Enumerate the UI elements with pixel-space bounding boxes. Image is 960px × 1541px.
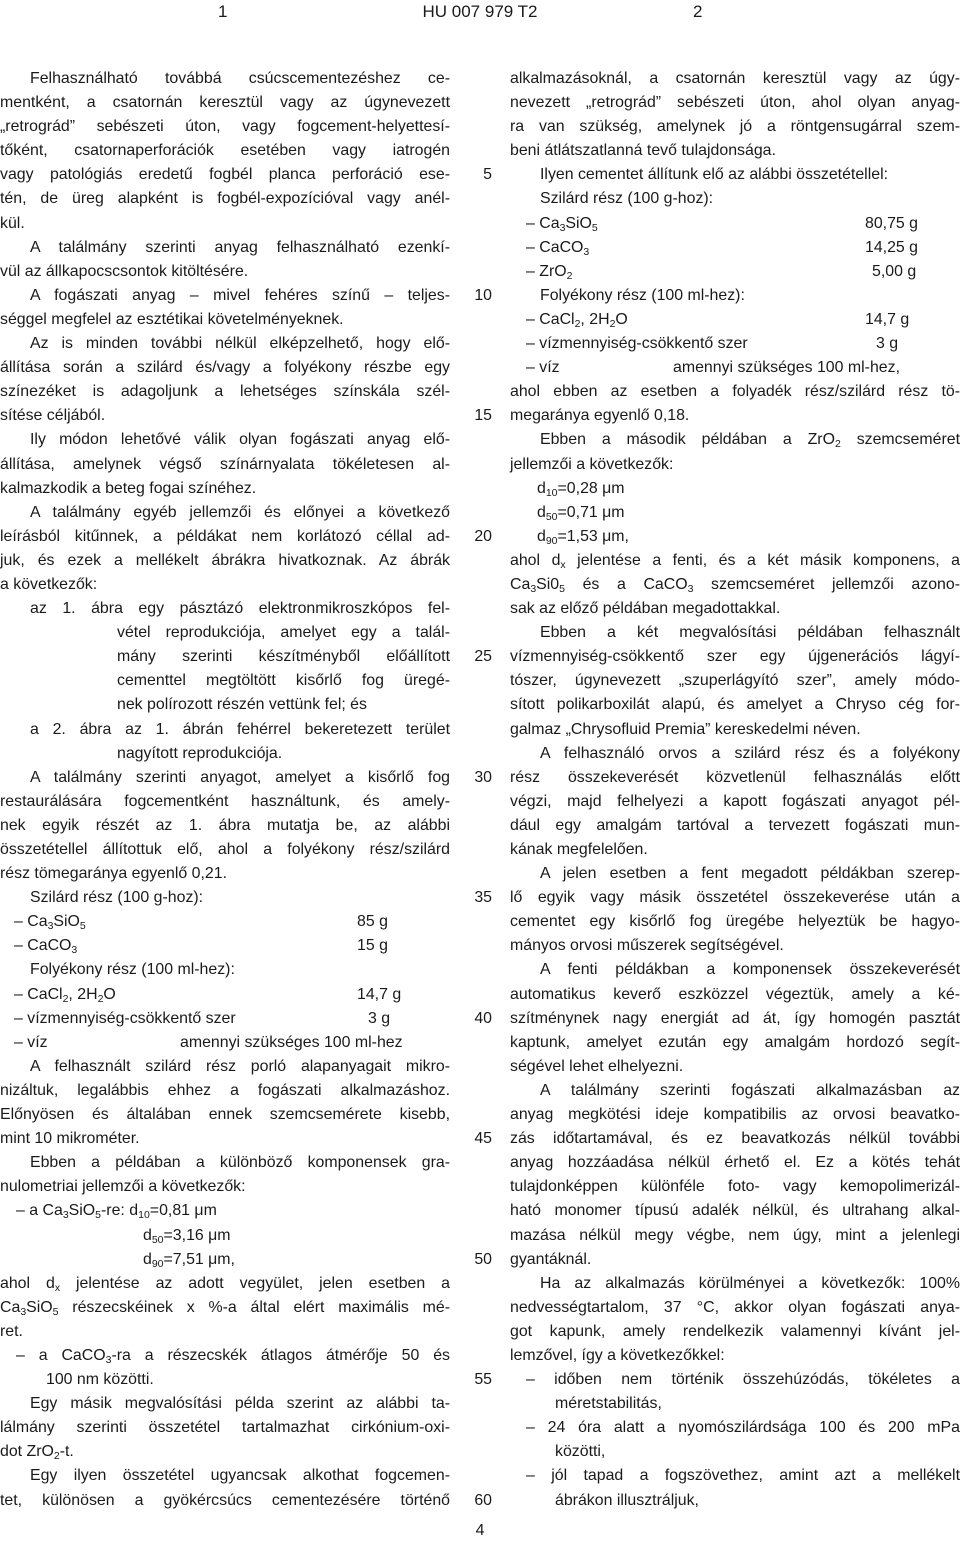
right-line bbox=[510, 1079, 960, 1103]
line-text: galmaz „Chrysofluid Premia” kereskedelmi néven. bbox=[510, 720, 861, 738]
left-line bbox=[0, 477, 450, 501]
right-line bbox=[510, 597, 960, 621]
quantity-value: amennyi szükséges 100 ml-hez, bbox=[673, 359, 900, 377]
quantity-value: 80,75 g bbox=[865, 214, 919, 232]
line-text: dot ZrO$_2$-t. bbox=[0, 1443, 74, 1463]
line-text: mint 10 mikrométer. bbox=[0, 1130, 140, 1148]
line-text: lemzővel, így a következőkkel: bbox=[510, 1346, 725, 1364]
line-text: cementet egy kisőrlő fog üregébe helyeztük be hagyo- bbox=[510, 913, 960, 931]
line-number: 15 bbox=[474, 407, 492, 425]
right-line bbox=[510, 742, 960, 766]
line-text: juk, és ezek a mellékelt ábrákra hivatkoznak. Az ábrák bbox=[0, 551, 450, 569]
line-text: Szilárd rész (100 g-hoz): bbox=[30, 889, 204, 907]
line-text: A felhasználó orvos a szilárd rész és a folyékony bbox=[540, 744, 960, 762]
right-line bbox=[510, 404, 960, 428]
right-line bbox=[510, 910, 960, 934]
line-number: 60 bbox=[474, 1491, 492, 1509]
line-text: kül. bbox=[0, 214, 25, 232]
right-line bbox=[510, 1368, 960, 1392]
line-text: $d_{50}=3,16$ μm bbox=[143, 1226, 231, 1246]
left-line bbox=[0, 621, 450, 645]
line-text: $Ca_3SiO_5$ részecskéinek x %-a által elért maximális mé- bbox=[0, 1298, 450, 1318]
left-line bbox=[0, 1224, 450, 1248]
left-line bbox=[0, 1296, 450, 1320]
right-line bbox=[510, 163, 960, 187]
line-text: jellemzői a következők: bbox=[510, 455, 674, 473]
right-line bbox=[510, 645, 960, 669]
right-line bbox=[510, 1199, 960, 1223]
left-line bbox=[0, 236, 450, 260]
right-line bbox=[510, 1464, 960, 1488]
right-line bbox=[510, 886, 960, 910]
right-line bbox=[510, 549, 960, 573]
left-line bbox=[0, 1440, 450, 1464]
line-text: A találmány szerinti anyag felhasználható ezenkí- bbox=[30, 238, 450, 256]
right-line bbox=[510, 1151, 960, 1175]
left-line bbox=[0, 1079, 450, 1103]
left-line bbox=[0, 1127, 450, 1151]
line-text: – CaCl$_2$, $2H_2O$ bbox=[14, 985, 116, 1005]
left-line bbox=[0, 693, 450, 717]
right-line bbox=[510, 187, 960, 211]
line-number: 55 bbox=[474, 1371, 492, 1389]
line-text: $d_{50}=0,71$ μm bbox=[537, 503, 625, 523]
left-line bbox=[0, 212, 450, 236]
left-line bbox=[0, 1175, 450, 1199]
line-text: ahol $d_x$ jelentése az adott vegyület, jelen esetben a bbox=[0, 1274, 450, 1294]
line-text: A találmány szerinti anyagot, amelyet a kisőrlő fog bbox=[30, 768, 450, 786]
column-number-right: 2 bbox=[693, 2, 703, 21]
line-text: az 1. ábra egy pásztázó elektronmikroszkópos fel- bbox=[30, 600, 450, 618]
line-text: tószer, úgynevezett „szuperlágyító szer”, amely módo- bbox=[510, 672, 960, 690]
line-text: a következők: bbox=[0, 575, 98, 593]
line-text: A felhasznált szilárd rész porló alapanyagait mikro- bbox=[30, 1057, 450, 1075]
line-text: Ily módon lehetővé válik olyan fogászati anyag elő- bbox=[30, 431, 450, 449]
left-line bbox=[0, 1248, 450, 1272]
quantity-value: 5,00 g bbox=[872, 262, 917, 280]
left-line bbox=[0, 428, 450, 452]
right-line bbox=[510, 477, 960, 501]
line-text: – a $Ca_3SiO_5-re$: $d_{10}=0,81$ μm bbox=[16, 1202, 217, 1222]
right-line bbox=[510, 332, 960, 356]
left-line bbox=[0, 501, 450, 525]
line-text: Ebben a két megvalósítási példában felhasznált bbox=[540, 624, 960, 642]
line-text: Ebben a példában a különböző komponensek gra- bbox=[30, 1154, 450, 1172]
right-line bbox=[510, 669, 960, 693]
line-text: $d_{90}=7,51$ μm, bbox=[143, 1250, 235, 1270]
line-text: sítése céljából. bbox=[0, 407, 106, 425]
left-line bbox=[0, 983, 450, 1007]
left-line bbox=[0, 1199, 450, 1223]
left-line bbox=[0, 1392, 450, 1416]
line-text: vül az állkapocscsontok kitöltésére. bbox=[0, 262, 249, 280]
line-text: kának megfelelően. bbox=[510, 841, 648, 858]
line-text: mazása nélkül megy végbe, nem úgy, mint a jelenlegi bbox=[510, 1226, 960, 1244]
line-text: 100 nm közötti. bbox=[46, 1371, 154, 1389]
line-text: vagy patológiás eredetű fogbél planca perforáció ese- bbox=[0, 166, 450, 184]
line-text: Az is minden további nélkül elképzelhető, hogy elő- bbox=[30, 335, 450, 353]
line-number: 20 bbox=[474, 527, 492, 545]
left-line bbox=[0, 1464, 450, 1488]
line-number: 25 bbox=[474, 648, 492, 666]
line-text: – CaCl$_2$, $2H_2O$ bbox=[526, 310, 628, 330]
page-number: 4 bbox=[475, 1522, 485, 1539]
right-line bbox=[510, 766, 960, 790]
quantity-value: 14,25 g bbox=[865, 238, 919, 256]
right-line bbox=[510, 139, 960, 163]
line-text: A fogászati anyag – mivel fehéres színű – teljes- bbox=[30, 286, 450, 304]
line-text: Folyékony rész (100 ml-hez): bbox=[30, 961, 235, 979]
line-text: rész tömegaránya egyenlő 0,21. bbox=[0, 865, 228, 883]
right-line bbox=[510, 1248, 960, 1272]
line-text: kaptunk, amelyet ezután egy amalgám hordozó segít- bbox=[510, 1033, 960, 1051]
line-text: állítása során a szilárd és/vagy a folyékony részbe egy bbox=[0, 359, 450, 377]
line-text: ségével lehet elhelyezni. bbox=[510, 1057, 684, 1075]
quantity-value: 3 g bbox=[368, 1009, 391, 1027]
left-line bbox=[0, 1368, 450, 1392]
line-text: tet, különösen a gyökércsúcs cementezésére történő bbox=[0, 1491, 450, 1509]
left-line bbox=[0, 1055, 450, 1079]
left-line bbox=[0, 838, 450, 862]
line-text: – CaCO$_3$ bbox=[14, 937, 78, 957]
right-line bbox=[510, 501, 960, 525]
left-line bbox=[0, 718, 450, 742]
line-text: alkalmazásoknál, a csatornán keresztül vagy az úgy- bbox=[510, 70, 960, 87]
line-text: sak az előző példában megadottakkal. bbox=[510, 600, 781, 618]
quantity-value: amennyi szükséges 100 ml-hez bbox=[180, 1033, 403, 1051]
line-text: $d_{90}=1,53$ μm, bbox=[537, 527, 629, 547]
right-line bbox=[510, 958, 960, 982]
left-line bbox=[0, 260, 450, 284]
line-text: cementtel megtöltött kisőrlő fog üregé- bbox=[117, 672, 450, 690]
line-text: Ilyen cementet állítunk elő az alábbi összetétellel: bbox=[540, 166, 889, 184]
left-line bbox=[0, 115, 450, 139]
right-line bbox=[510, 718, 960, 742]
line-text: A találmány szerinti fogászati alkalmazásban az bbox=[540, 1081, 960, 1099]
left-line bbox=[0, 332, 450, 356]
line-text: Előnyösen és általában ennek szemcsemérete kisebb, bbox=[0, 1106, 450, 1124]
line-text: anyag hozzáadása nélkül érhető el. Ez a kötés tehát bbox=[510, 1154, 960, 1172]
right-line bbox=[510, 862, 960, 886]
line-text: ra van szükség, amelynek jó a röntgensugárral szem- bbox=[510, 118, 960, 136]
left-line bbox=[0, 380, 450, 404]
right-line bbox=[510, 1296, 960, 1320]
left-line bbox=[0, 1007, 450, 1031]
right-line bbox=[510, 1272, 960, 1296]
line-text: méretstabilitás, bbox=[555, 1395, 662, 1413]
line-text: végzi, majd felhelyezi a kapott fogászati anyagot pél- bbox=[510, 792, 960, 810]
line-number: 40 bbox=[474, 1009, 492, 1027]
line-text: dául egy amalgám tartóval a tervezett fogászati mun- bbox=[510, 816, 960, 834]
line-text: – ZrO$_2$ bbox=[526, 262, 573, 282]
line-text: mányos orvosi műszerek segítségével. bbox=[510, 937, 784, 955]
right-line bbox=[510, 1031, 960, 1055]
line-text: – $Ca_3SiO_5$ bbox=[14, 913, 86, 933]
left-line bbox=[0, 91, 450, 115]
line-text: Ha az alkalmazás körülményei a következők: 100% bbox=[540, 1274, 960, 1292]
line-text: ahol ebben az esetben a folyadék rész/szilárd rész tö- bbox=[510, 383, 960, 401]
left-line bbox=[0, 814, 450, 838]
line-text: „retrográd” sebészeti úton, vagy fogcement-helyettesí- bbox=[0, 118, 450, 136]
right-line bbox=[510, 573, 960, 597]
left-line bbox=[0, 1344, 450, 1368]
line-number: 5 bbox=[483, 166, 492, 184]
line-text: A jelen esetben a fent megadott példákban szerep- bbox=[540, 865, 960, 883]
right-line bbox=[510, 67, 960, 91]
left-line bbox=[0, 1151, 450, 1175]
line-text: – 24 óra alatt a nyomószilárdsága 100 és 200 mPa bbox=[526, 1419, 960, 1437]
line-text: mány szerinti készítményből előállított bbox=[117, 648, 450, 666]
line-text: $d_{10}=0,28$ μm bbox=[537, 479, 625, 499]
right-line bbox=[510, 453, 960, 477]
line-text: got kapunk, amely rendelkezik valamennyi kívánt jel- bbox=[510, 1322, 960, 1340]
right-line bbox=[510, 1055, 960, 1079]
quantity-value: 85 g bbox=[357, 913, 388, 931]
right-line bbox=[510, 284, 960, 308]
line-text: lő egyik vagy másik összetétel összekeverése után a bbox=[510, 889, 960, 907]
right-line bbox=[510, 380, 960, 404]
line-text: – víz bbox=[14, 1033, 48, 1051]
right-line bbox=[510, 1175, 960, 1199]
line-text: tulajdonképpen különféle foto- vagy kemopolimerizál- bbox=[510, 1178, 960, 1196]
left-line bbox=[0, 645, 450, 669]
right-line bbox=[510, 1344, 960, 1368]
line-text: ható monomer típusú adalék nélkül, és ultrahang alkal- bbox=[510, 1202, 960, 1220]
right-line bbox=[510, 693, 960, 717]
line-number: 45 bbox=[474, 1130, 492, 1148]
right-line bbox=[510, 260, 960, 284]
line-text: vízmennyiség-csökkentő szer egy újgenerációs lágyí- bbox=[510, 648, 960, 666]
left-line bbox=[0, 886, 450, 910]
right-line bbox=[510, 621, 960, 645]
left-line bbox=[0, 597, 450, 621]
line-text: – a CaCO$_3$-ra a részecskék átlagos átmérője 50 és bbox=[16, 1346, 450, 1366]
document-id: HU 007 979 T2 bbox=[422, 2, 538, 21]
quantity-value: 15 g bbox=[357, 937, 388, 955]
line-text: beni átlátszatlanná tevő tulajdonsága. bbox=[510, 142, 776, 160]
line-text: A találmány egyéb jellemzői és előnyei a következő bbox=[30, 503, 450, 521]
line-text: anyag megkötési ideje kompatibilis az orvosi beavatko- bbox=[510, 1106, 960, 1124]
left-line bbox=[0, 187, 450, 211]
line-text: sított polikarboxilát alapú, és amelyet a Chryso cég for- bbox=[510, 696, 960, 714]
line-number: 10 bbox=[474, 286, 492, 304]
line-text: – víz bbox=[526, 359, 560, 377]
left-line bbox=[0, 862, 450, 886]
line-text: ahol $d_x$ jelentése a fenti, és a két másik komponens, a bbox=[510, 551, 960, 571]
left-line bbox=[0, 163, 450, 187]
quantity-value: 3 g bbox=[876, 335, 899, 353]
line-text: lálmány szerinti összetétel tartalmazhat cirkónium-oxi- bbox=[0, 1419, 450, 1437]
line-text: A fenti példákban a komponensek összekeverését bbox=[540, 961, 960, 979]
left-line bbox=[0, 669, 450, 693]
line-number: 30 bbox=[474, 768, 492, 786]
line-text: a 2. ábra az 1. ábrán fehérrel bekeretezett terület bbox=[30, 720, 450, 738]
right-line bbox=[510, 1440, 960, 1464]
right-line bbox=[510, 790, 960, 814]
left-line bbox=[0, 404, 450, 428]
line-text: mentként, a csatornán keresztül vagy az úgynevezett bbox=[0, 94, 450, 112]
line-text: tén, de üreg alapként is fogbél-expozícióval vagy anél- bbox=[0, 190, 450, 208]
line-text: ábrákon illusztráljuk, bbox=[555, 1491, 699, 1509]
right-line bbox=[510, 356, 960, 380]
quantity-value: 14,7 g bbox=[357, 985, 402, 1003]
line-text: Egy ilyen összetétel ugyancsak alkothat fogcemen- bbox=[30, 1467, 450, 1485]
right-line bbox=[510, 91, 960, 115]
right-line bbox=[510, 1103, 960, 1127]
right-line bbox=[510, 1127, 960, 1151]
line-text: Folyékony rész (100 ml-hez): bbox=[540, 286, 745, 304]
line-text: – $Ca_3SiO_5$ bbox=[526, 214, 598, 234]
line-text: nek egyik részét az 1. ábra mutatja be, az alábbi bbox=[0, 816, 450, 834]
right-line bbox=[510, 1224, 960, 1248]
right-line bbox=[510, 1392, 960, 1416]
line-number: 35 bbox=[474, 889, 492, 907]
line-text: zás időtartamával, és ez beavatkozás nélkül további bbox=[510, 1130, 960, 1148]
line-text: restaurálására fogcementként használtunk, és amely- bbox=[0, 792, 450, 810]
line-text: vétel reprodukciója, amelyet egy a talál- bbox=[117, 624, 450, 642]
left-line bbox=[0, 910, 450, 934]
line-text: – jól tapad a fogszövethez, amint azt a mellékelt bbox=[526, 1467, 960, 1485]
line-text: nek polírozott részén vettünk fel; és bbox=[117, 696, 367, 714]
quantity-value: 14,7 g bbox=[865, 310, 910, 328]
line-text: állítása, amelynek végső színárnyalata tökéletesen al- bbox=[0, 455, 450, 473]
left-line bbox=[0, 549, 450, 573]
left-line bbox=[0, 1489, 450, 1513]
right-line bbox=[510, 1320, 960, 1344]
right-line bbox=[510, 934, 960, 958]
line-text: összetétellel állítottuk elő, ahol a folyékony rész/szilárd bbox=[0, 841, 450, 858]
right-line bbox=[510, 1416, 960, 1440]
line-text: – vízmennyiség-csökkentő szer bbox=[14, 1009, 236, 1027]
left-line bbox=[0, 958, 450, 982]
left-line bbox=[0, 790, 450, 814]
line-text: séggel megfelel az esztétikai követelményeknek. bbox=[0, 310, 344, 328]
left-line bbox=[0, 1272, 450, 1296]
line-text: nulometriai jellemzői a következők: bbox=[0, 1178, 246, 1196]
left-line bbox=[0, 1031, 450, 1055]
line-text: – időben nem történik összehúzódás, tökéletes a bbox=[526, 1371, 960, 1389]
line-text: – CaCO$_3$ bbox=[526, 238, 590, 258]
line-text: nevezett „retrográd” sebészeti úton, ahol olyan anyag- bbox=[510, 94, 960, 112]
line-text: $Ca_3Si0_5$ és a CaCO$_3$ szemcseméret jellemzői azono- bbox=[510, 575, 960, 595]
column-number-left: 1 bbox=[218, 2, 228, 21]
line-text: kalmazkodik a beteg fogai színéhez. bbox=[0, 479, 257, 497]
left-line bbox=[0, 1416, 450, 1440]
right-line bbox=[510, 1489, 960, 1513]
left-line bbox=[0, 356, 450, 380]
line-text: leírásból kitűnnek, a példákat nem korlátozó céllal ad- bbox=[0, 527, 450, 545]
line-text: Egy másik megvalósítási példa szerint az alábbi ta- bbox=[30, 1395, 450, 1413]
line-text: ret. bbox=[0, 1322, 23, 1340]
right-line bbox=[510, 212, 960, 236]
line-text: közötti, bbox=[555, 1443, 606, 1461]
line-number: 50 bbox=[474, 1250, 492, 1268]
left-line bbox=[0, 139, 450, 163]
right-line bbox=[510, 838, 960, 862]
left-line bbox=[0, 453, 450, 477]
line-text: nedvességtartalom, 37 °C, akkor olyan fogászati anya- bbox=[510, 1298, 960, 1316]
left-column bbox=[0, 67, 450, 1513]
right-line bbox=[510, 428, 960, 452]
left-line bbox=[0, 67, 450, 91]
left-line bbox=[0, 766, 450, 790]
line-text: tőként, csatornaperforációk esetében vagy iatrogén bbox=[0, 142, 450, 160]
left-line bbox=[0, 934, 450, 958]
line-text: megaránya egyenlő 0,18. bbox=[510, 407, 690, 425]
right-line bbox=[510, 983, 960, 1007]
line-text: szítménynek nagy energiát ad át, így homogén pasztát bbox=[510, 1009, 960, 1027]
left-line bbox=[0, 1103, 450, 1127]
right-line bbox=[510, 814, 960, 838]
right-line bbox=[510, 308, 960, 332]
right-line bbox=[510, 236, 960, 260]
right-line bbox=[510, 525, 960, 549]
line-text: nizáltuk, legalábbis ehhez a fogászati alkalmazáshoz. bbox=[0, 1081, 450, 1099]
line-text: rész összekeverését közvetlenül felhasználás előtt bbox=[510, 768, 960, 786]
left-line bbox=[0, 573, 450, 597]
line-text: színezéket is adagoljunk a lehetséges színskála szél- bbox=[0, 383, 450, 401]
left-line bbox=[0, 742, 450, 766]
left-line bbox=[0, 284, 450, 308]
right-line bbox=[510, 1007, 960, 1031]
right-column bbox=[510, 67, 960, 1513]
right-line bbox=[510, 115, 960, 139]
line-text: gyantáknál. bbox=[510, 1250, 592, 1268]
left-line bbox=[0, 308, 450, 332]
line-text: – vízmennyiség-csökkentő szer bbox=[526, 335, 748, 353]
line-text: automatikus keverő eszközzel végeztük, amely a ké- bbox=[510, 985, 960, 1003]
left-line bbox=[0, 1320, 450, 1344]
left-line bbox=[0, 525, 450, 549]
line-text: nagyított reprodukciója. bbox=[117, 744, 283, 762]
line-text: Szilárd rész (100 g-hoz): bbox=[540, 190, 714, 208]
line-text: Ebben a második példában a ZrO$_2$ szemcseméret bbox=[540, 431, 960, 451]
line-text: Felhasználható továbbá csúcscementezéshez ce- bbox=[30, 70, 450, 87]
